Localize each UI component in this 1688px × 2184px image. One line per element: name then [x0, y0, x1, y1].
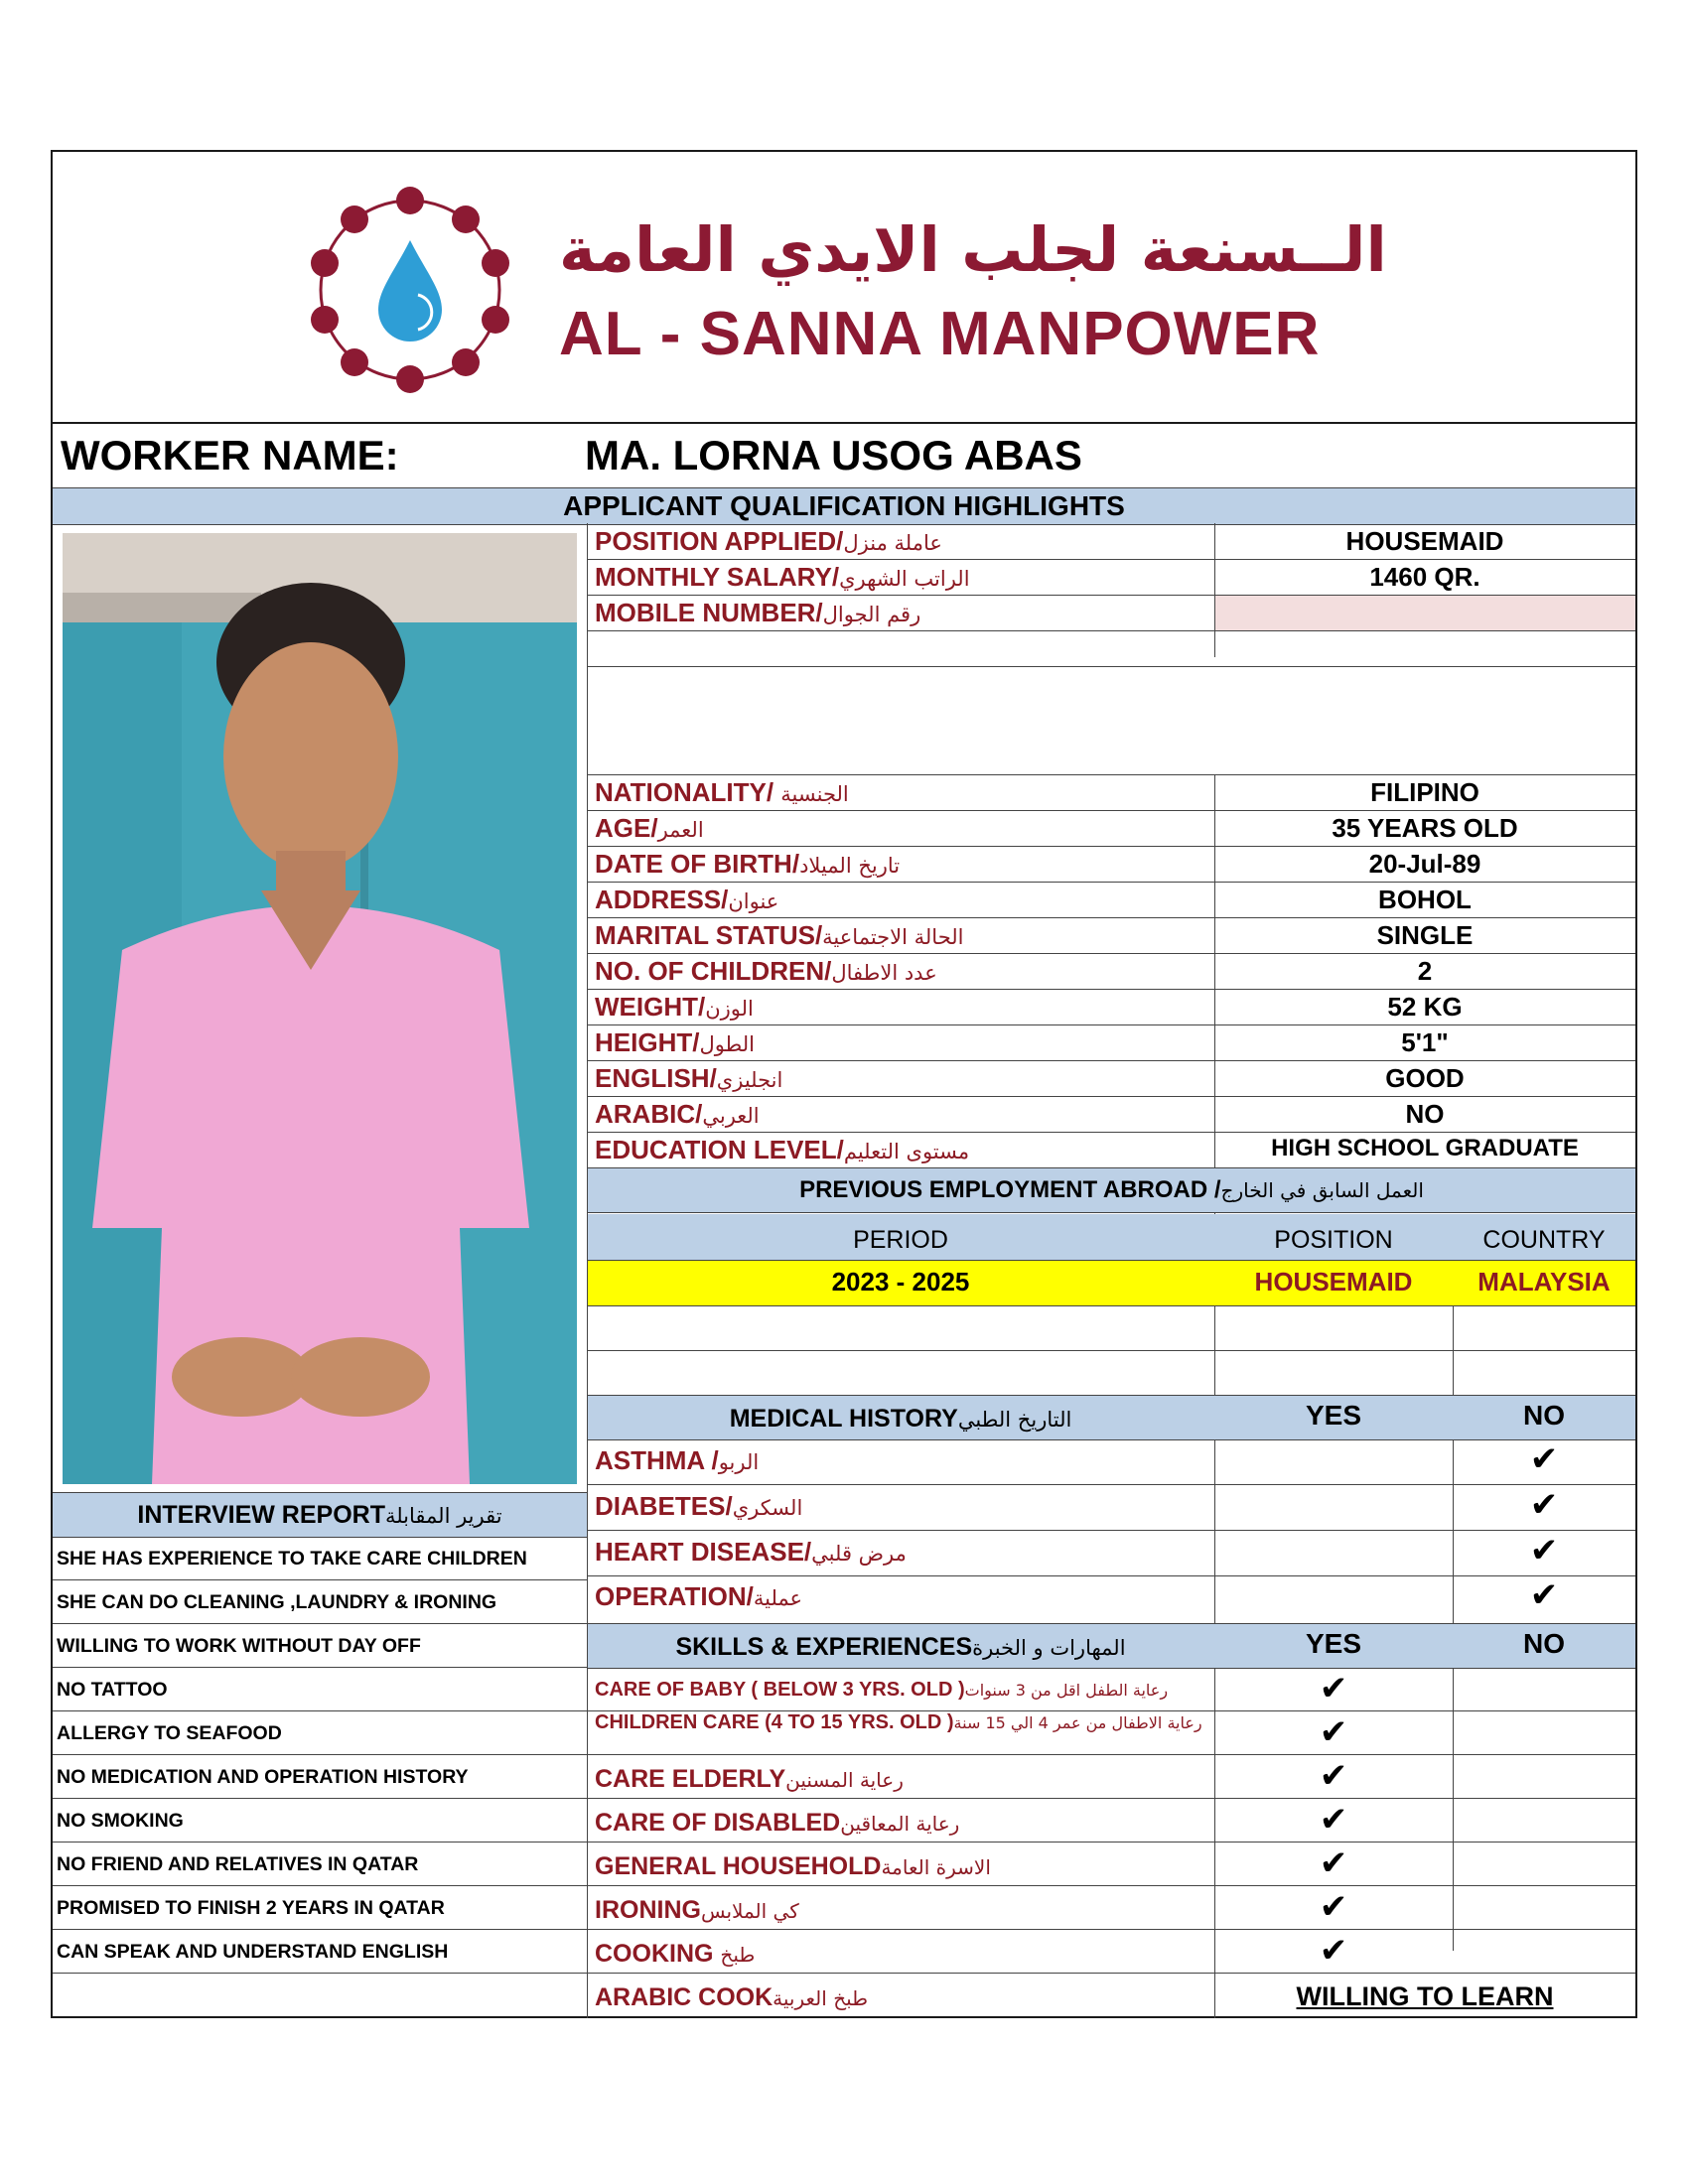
skill-children-care-yes-check-icon: ✔	[1319, 1712, 1348, 1752]
mobile-number-value-cell	[1215, 596, 1635, 630]
education-label-ar: مستوى التعليم	[843, 1140, 970, 1163]
interview-line: SHE HAS EXPERIENCE TO TAKE CARE CHILDREN	[57, 1548, 527, 1570]
address-label-ar: عنوان	[728, 889, 779, 913]
interview-line: PROMISED TO FINISH 2 YEARS IN QATAR	[57, 1897, 445, 1919]
skill-care-of-baby-en: CARE OF BABY ( BELOW 3 YRS. OLD )	[595, 1679, 965, 1701]
position-applied-label	[595, 526, 942, 557]
header	[53, 152, 1635, 424]
arabic-value: NO	[1405, 1099, 1445, 1129]
monthly-salary-label-en: MONTHLY SALARY/	[595, 562, 840, 592]
interview-line: SHE CAN DO CLEANING ,LAUNDRY & IRONING	[57, 1591, 497, 1613]
interview-line: NO MEDICATION AND OPERATION HISTORY	[57, 1766, 469, 1788]
skill-arabic-cook-value: WILLING TO LEARN	[1296, 1981, 1554, 2011]
skill-care-of-disabled	[595, 1809, 959, 1838]
medical-history-title-en: MEDICAL HISTORY	[729, 1405, 958, 1433]
nationality-label	[595, 777, 849, 808]
address-label	[595, 885, 778, 915]
employment-title	[588, 1168, 1635, 1213]
skill-general-household	[595, 1852, 991, 1881]
skill-arabic-cook-en: ARABIC COOK	[595, 1983, 774, 2011]
date-of-birth-label	[595, 849, 900, 880]
medical-asthma-no-check-icon: ✔	[1529, 1439, 1559, 1479]
medical-diabetes-label-ar: السكري	[732, 1496, 803, 1520]
english-label	[595, 1063, 782, 1094]
skills-title-ar: المهارات و الخبرة	[972, 1636, 1126, 1660]
position-applied-label-ar: عاملة منزل	[843, 531, 942, 555]
employment-title-en: PREVIOUS EMPLOYMENT ABROAD /	[799, 1176, 1221, 1203]
medical-heart-disease-no-check-icon: ✔	[1529, 1531, 1559, 1570]
employment-position: HOUSEMAID	[1254, 1267, 1413, 1297]
medical-heart-disease-label	[595, 1537, 907, 1568]
employment-period: 2023 - 2025	[831, 1267, 970, 1297]
skill-care-elderly-ar: رعاية المسنين	[785, 1768, 904, 1792]
date-of-birth-value: 20-Jul-89	[1368, 849, 1481, 879]
date-of-birth-label-ar: تاريخ الميلاد	[799, 854, 901, 878]
children-label-en: NO. OF CHILDREN/	[595, 956, 832, 986]
address-value: BOHOL	[1378, 885, 1472, 914]
children-label-ar: عدد الاطفال	[831, 961, 937, 985]
weight-label-ar: الوزن	[705, 997, 754, 1021]
skill-care-of-disabled-ar: رعاية المعاقين	[840, 1812, 960, 1836]
skill-ironing	[595, 1896, 799, 1925]
employment-title-ar: العمل السابق في الخارج	[1220, 1178, 1424, 1202]
skills-title	[587, 1633, 1214, 1662]
skill-care-of-baby	[595, 1679, 1210, 1702]
height-label-en: HEIGHT/	[595, 1027, 700, 1057]
height-label	[595, 1027, 755, 1058]
position-applied-label-en: POSITION APPLIED/	[595, 526, 844, 556]
skill-cooking-yes-check-icon: ✔	[1319, 1931, 1348, 1971]
medical-diabetes-label	[595, 1491, 802, 1522]
skill-ironing-en: IRONING	[595, 1896, 701, 1924]
monthly-salary-label	[595, 562, 970, 593]
medical-operation-label	[595, 1581, 802, 1612]
interview-report-title-en: INTERVIEW REPORT	[137, 1501, 385, 1529]
mobile-number-label	[595, 598, 920, 628]
medical-operation-label-en: OPERATION/	[595, 1581, 754, 1611]
medical-operation-label-ar: عملية	[753, 1586, 803, 1610]
skill-children-care	[595, 1712, 1210, 1733]
weight-value: 52 KG	[1387, 992, 1463, 1022]
skills-no-header: NO	[1523, 1628, 1565, 1659]
skill-general-household-en: GENERAL HOUSEHOLD	[595, 1852, 882, 1880]
english-value: GOOD	[1385, 1063, 1465, 1093]
highlights-title-text: APPLICANT QUALIFICATION HIGHLIGHTS	[563, 490, 1125, 521]
worker-name-label: WORKER NAME:	[61, 432, 399, 478]
applicant-profile-sheet	[51, 150, 1637, 2018]
highlights-title	[53, 487, 1635, 525]
skill-children-care-ar: رعاية الاطفال من عمر 4 الي 15 سنة	[953, 1713, 1202, 1732]
skill-care-of-disabled-yes-check-icon: ✔	[1319, 1800, 1348, 1840]
medical-history-title-ar: التاريخ الطبي	[957, 1408, 1072, 1432]
interview-line: NO SMOKING	[57, 1810, 184, 1832]
nationality-label-en: NATIONALITY/	[595, 777, 781, 807]
applicant-photo	[63, 533, 577, 1484]
education-label	[595, 1135, 969, 1165]
company-name-english: AL - SANNA MANPOWER	[559, 300, 1321, 368]
marital-status-label-en: MARITAL STATUS/	[595, 920, 823, 950]
date-of-birth-label-en: DATE OF BIRTH/	[595, 849, 800, 879]
worker-name: MA. LORNA USOG ABAS	[585, 432, 1082, 478]
medical-diabetes-label-en: DIABETES/	[595, 1491, 733, 1521]
education-label-en: EDUCATION LEVEL/	[595, 1135, 844, 1164]
interview-line: ALLERGY TO SEAFOOD	[57, 1722, 282, 1744]
age-label-en: AGE/	[595, 813, 658, 843]
address-label-en: ADDRESS/	[595, 885, 729, 914]
skill-arabic-cook	[595, 1983, 868, 2012]
children-label	[595, 956, 937, 987]
arabic-label-ar: العربي	[702, 1104, 760, 1128]
medical-asthma-label	[595, 1445, 759, 1476]
employment-header-position: POSITION	[1274, 1226, 1393, 1254]
skill-care-elderly	[595, 1765, 904, 1794]
skill-cooking-en: COOKING	[595, 1940, 721, 1968]
english-label-en: ENGLISH/	[595, 1063, 717, 1093]
medical-operation-no-check-icon: ✔	[1529, 1575, 1559, 1615]
interview-line: NO TATTOO	[57, 1679, 168, 1701]
interview-line: CAN SPEAK AND UNDERSTAND ENGLISH	[57, 1941, 449, 1963]
medical-heart-disease-label-en: HEART DISEASE/	[595, 1537, 812, 1567]
skill-care-of-baby-yes-check-icon: ✔	[1319, 1669, 1348, 1708]
height-label-ar: الطول	[699, 1032, 756, 1056]
monthly-salary-value: 1460 QR.	[1369, 562, 1480, 592]
company-name-arabic: الــسنعة لجلب الايدي العامة	[559, 213, 1387, 286]
monthly-salary-label-ar: الراتب الشهري	[839, 567, 970, 591]
weight-label-en: WEIGHT/	[595, 992, 706, 1022]
skill-ironing-ar: كي الملابس	[700, 1899, 799, 1923]
marital-status-label-ar: الحالة الاجتماعية	[822, 925, 964, 949]
medical-diabetes-no-check-icon: ✔	[1529, 1485, 1559, 1525]
skill-children-care-en: CHILDREN CARE (4 TO 15 YRS. OLD )	[595, 1712, 954, 1733]
skill-care-of-baby-ar: رعاية الطفل اقل من 3 سنوات	[964, 1681, 1169, 1700]
age-label-ar: العمر	[657, 818, 704, 842]
applicant-photo-image	[63, 533, 577, 1484]
position-applied-value: HOUSEMAID	[1345, 526, 1504, 556]
company-logo-icon	[291, 186, 529, 394]
english-label-ar: انجليزي	[716, 1068, 783, 1092]
skill-care-of-disabled-en: CARE OF DISABLED	[595, 1809, 841, 1837]
interview-line: NO FRIEND AND RELATIVES IN QATAR	[57, 1853, 419, 1875]
medical-yes-header: YES	[1305, 1400, 1362, 1431]
skill-arabic-cook-ar: طبخ العربية	[773, 1986, 869, 2010]
medical-asthma-label-en: ASTHMA /	[595, 1445, 719, 1475]
nationality-label-ar: الجنسية	[780, 782, 849, 806]
arabic-label	[595, 1099, 760, 1130]
interview-line: WILLING TO WORK WITHOUT DAY OFF	[57, 1635, 421, 1657]
education-value: HIGH SCHOOL GRADUATE	[1271, 1135, 1579, 1161]
medical-no-header: NO	[1523, 1400, 1565, 1431]
skill-ironing-yes-check-icon: ✔	[1319, 1887, 1348, 1927]
age-label	[595, 813, 704, 844]
nationality-value: FILIPINO	[1370, 777, 1479, 807]
employment-header-country: COUNTRY	[1482, 1226, 1606, 1254]
arabic-label-en: ARABIC/	[595, 1099, 703, 1129]
mobile-number-label-ar: رقم الجوال	[822, 603, 921, 626]
skills-title-en: SKILLS & EXPERIENCES	[675, 1633, 973, 1661]
interview-report-header	[53, 1492, 587, 1538]
height-value: 5'1"	[1401, 1027, 1449, 1057]
marital-status-value: SINGLE	[1376, 920, 1474, 950]
medical-heart-disease-label-ar: مرض قلبي	[811, 1542, 907, 1566]
marital-status-label	[595, 920, 964, 951]
employment-country: MALAYSIA	[1477, 1267, 1611, 1297]
age-value: 35 YEARS OLD	[1332, 813, 1518, 843]
interview-report-title-ar: تقرير المقابلة	[384, 1504, 502, 1528]
skill-care-elderly-en: CARE ELDERLY	[595, 1765, 786, 1793]
skill-cooking-ar: طبخ	[720, 1943, 756, 1967]
mobile-number-label-en: MOBILE NUMBER/	[595, 598, 823, 627]
employment-header-period: PERIOD	[853, 1226, 948, 1254]
skill-cooking	[595, 1940, 755, 1969]
children-value: 2	[1417, 956, 1433, 986]
skill-general-household-yes-check-icon: ✔	[1319, 1843, 1348, 1883]
weight-label	[595, 992, 754, 1023]
medical-asthma-label-ar: الربو	[718, 1450, 760, 1474]
skill-care-elderly-yes-check-icon: ✔	[1319, 1756, 1348, 1796]
skill-general-household-ar: الاسرة العامة	[881, 1855, 991, 1879]
medical-history-title	[587, 1405, 1214, 1433]
skills-yes-header: YES	[1305, 1628, 1362, 1659]
